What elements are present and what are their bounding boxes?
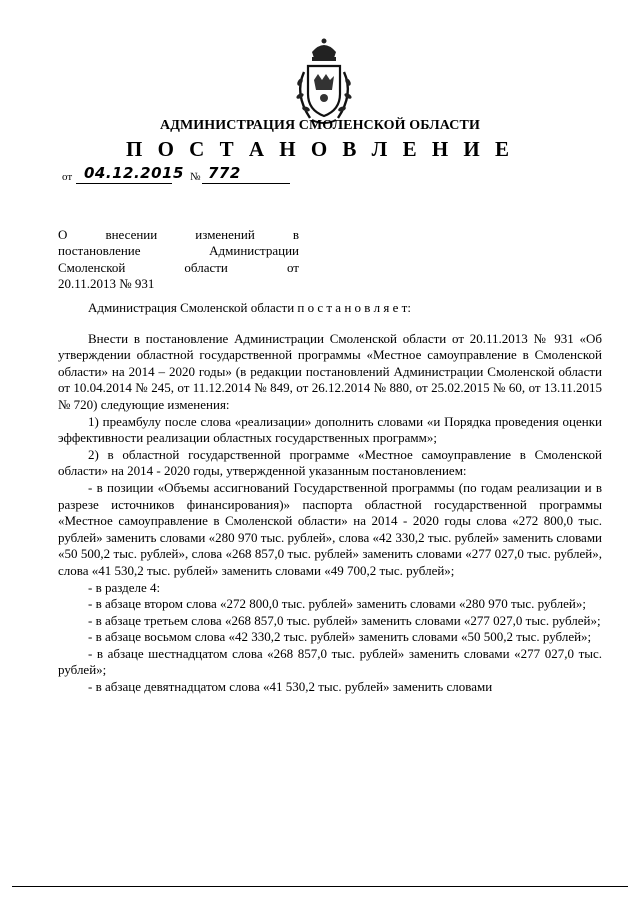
preamble: Администрация Смоленской области п о с т а н о в л я е т: xyxy=(88,300,411,315)
number-prefix: № xyxy=(190,171,201,183)
handwritten-number: 772 xyxy=(208,164,241,182)
coat-of-arms-icon xyxy=(288,36,360,126)
handwritten-date: 04.12.2015 xyxy=(84,164,184,182)
page-bottom-rule xyxy=(12,886,628,887)
document-subject xyxy=(58,227,299,293)
organization-title: АДМИНИСТРАЦИЯ СМОЛЕНСКОЙ ОБЛАСТИ xyxy=(160,118,480,133)
paragraph: 1) преамбулу после слова «реализации» дополнить словами «и Порядка проведения оценки эффективности реализации областных государственных программ»; xyxy=(58,413,602,446)
subject-line: постановление Администрации xyxy=(58,243,299,259)
paragraph: - в абзаце шестнадцатом слова «268 857,0 тыс. рублей» заменить словами «277 027,0 тыс. рублей»; xyxy=(58,645,602,678)
paragraph: 2) в областной государственной программе «Местное самоуправление в Смоленской области» на 2014 - 2020 годы, утвержденной указанным постановлением: xyxy=(58,446,602,479)
date-number-line xyxy=(62,166,302,186)
document-type-title: П О С Т А Н О В Л Е Н И Е xyxy=(125,137,514,161)
paragraph: - в разделе 4: xyxy=(88,579,161,595)
subject-line: О внесении изменений в xyxy=(58,227,299,242)
date-prefix: от xyxy=(62,171,73,183)
number-underline xyxy=(202,183,290,184)
paragraph: - в абзаце девятнадцатом слова «41 530,2 тыс. рублей» заменить словами xyxy=(88,679,493,695)
document-body xyxy=(58,300,602,696)
paragraph: - в абзаце восьмом слова «42 330,2 тыс. рублей» заменить словами «50 500,2 тыс. рублей»; xyxy=(88,629,592,645)
subject-line: Смоленской области от xyxy=(58,259,299,275)
paragraph: - в позиции «Объемы ассигнований Государственной программы (по годам реализации и в разрезе источников финансирования)» паспорта областной государственной программы «Местное самоуправление в Смоленской области» на 2014 - 2020 годы слова «272 800,0 тыс. рублей» заменить словами «280 970 тыс. рублей», слова «42 330,2 тыс. рублей» заменить словами «50 500,2 тыс. рублей», слова «268 857,0 тыс. рублей» заменить словами «277 027,0 тыс. рублей», слова «41 530,2 тыс. рублей» заменить словами «49 700,2 тыс. рублей»; xyxy=(58,479,602,578)
paragraph: - в абзаце втором слова «272 800,0 тыс. рублей» заменить словами «280 970 тыс. рублей»; xyxy=(88,596,586,612)
paragraph: - в абзаце третьем слова «268 857,0 тыс. рублей» заменить словами «277 027,0 тыс. рублей»; xyxy=(88,612,601,628)
subject-line: 20.11.2013 № 931 xyxy=(58,276,155,292)
paragraph: Внести в постановление Администрации Смоленской области от 20.11.2013 № 931 «Об утверждении областной государственной программы «Местное самоуправление в Смоленской области» на 2014 – 2020 годы» (в редакции постановлений Администрации Смоленской области от 10.04.2014 № 245, от 11.12.2014 № 849, от 26.12.2014 № 880, от 25.02.2015 № 60, от 13.11.2015 № 720) следующие изменения: xyxy=(58,330,602,412)
date-underline xyxy=(76,183,172,184)
